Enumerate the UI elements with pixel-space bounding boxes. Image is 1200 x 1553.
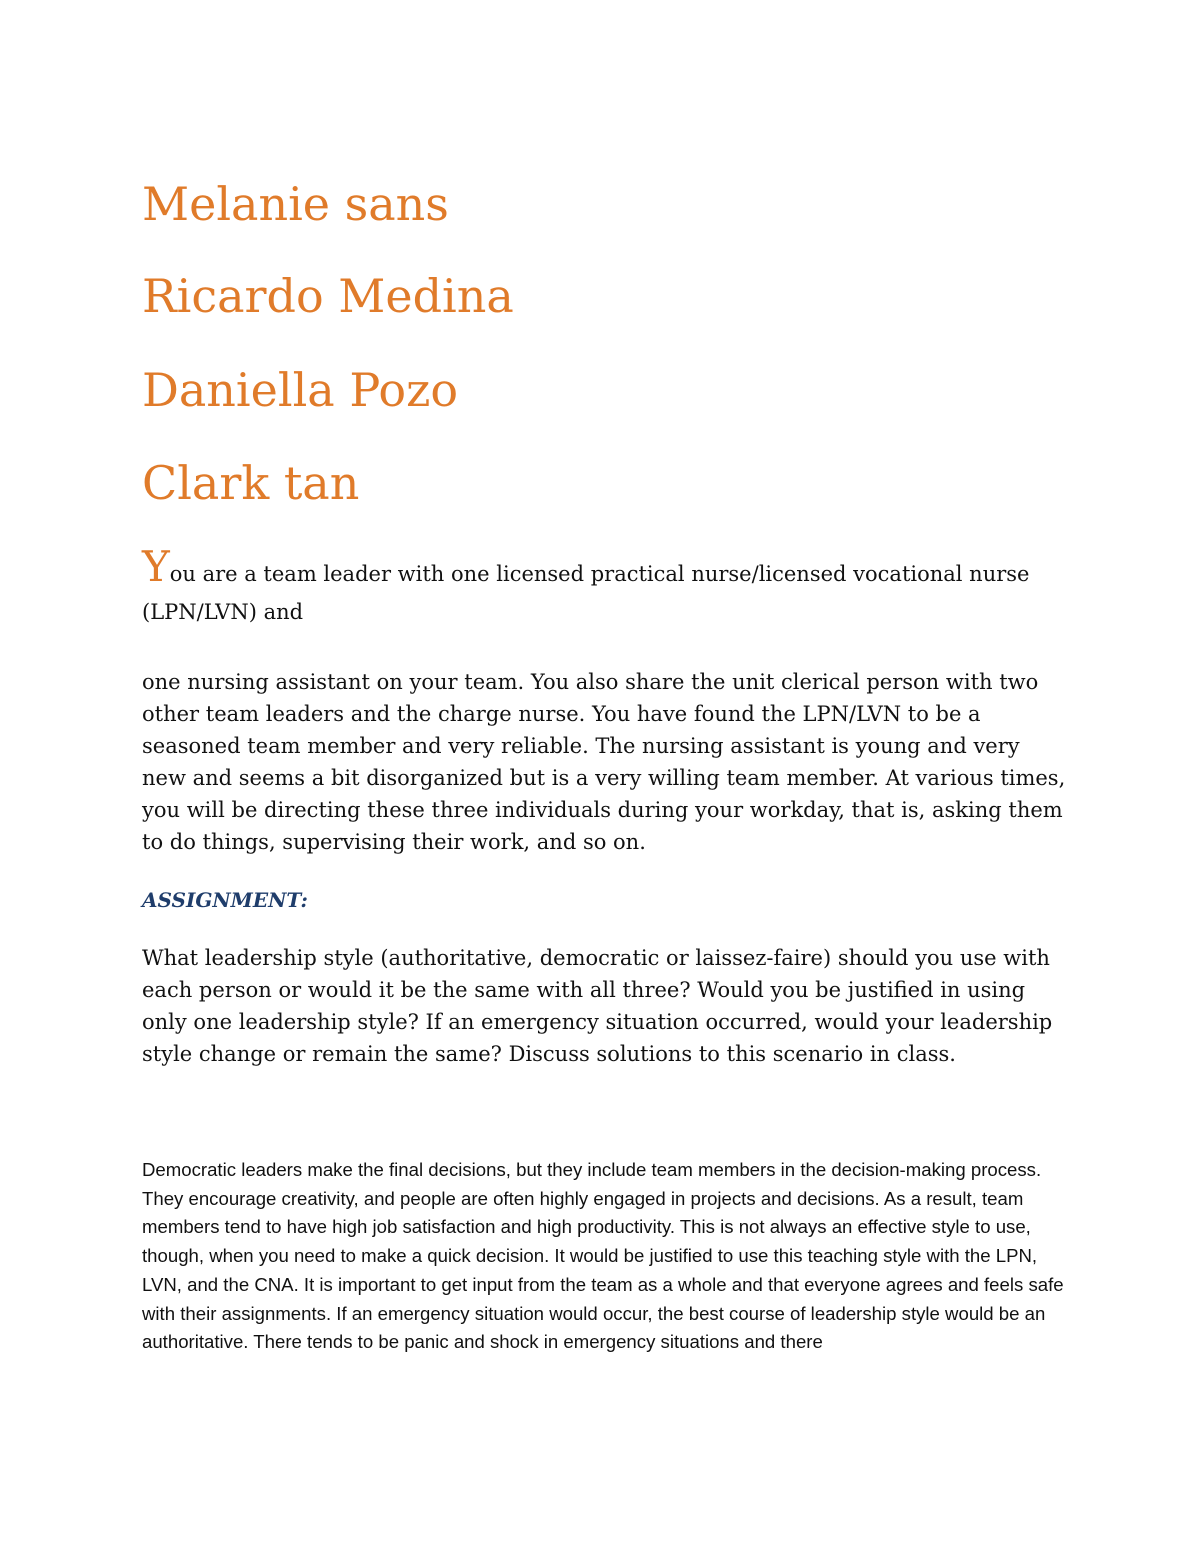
- scenario-intro-text: ou are a team leader with one licensed practical nurse/licensed vocational nurse (LPN/LVN) and: [142, 562, 1030, 624]
- assignment-heading: ASSIGNMENT:: [142, 888, 308, 912]
- response-paragraph: Democratic leaders make the final decisions, but they include team members in the decision-making process. They encourage creativity, and people are often highly engaged in projects and decisions. As a result, team members tend to have high job satisfaction and high productivity. This is not always an effective style to use, though, when you need to make a quick decision. It would be justified to use this teaching style with the LPN, LVN, and the CNA. It is important to get input from the team as a whole and that everyone agrees and feels safe with their assignments. If an emergency situation would occur, the best course of leadership style would be an authoritative. There tends to be panic and shock in emergency situations and there: [142, 1159, 1064, 1353]
- assignment-question: What leadership style (authoritative, democratic or laissez-faire) should you use with each person or would it be the same with all three? Would you be justified in using only one leadership style? If an emergency situation occurred, would your leadership style change or remain the same? Discuss solutions to this scenario in class.: [142, 946, 1053, 1066]
- author-name: Daniella Pozo: [142, 363, 459, 417]
- author-name: Ricardo Medina: [142, 269, 514, 323]
- author-name: Clark tan: [142, 456, 360, 510]
- author-name: Melanie sans: [142, 177, 449, 231]
- scenario-intro: [142, 542, 1067, 631]
- drop-cap: Y: [142, 542, 170, 591]
- scenario-paragraph: one nursing assistant on your team. You also share the unit clerical person with two other team leaders and the charge nurse. You have found the LPN/LVN to be a seasoned team member and very reliable. The nursing assistant is young and very new and seems a bit disorganized but is a very willing team member. At various times, you will be directing these three individuals during your workday, that is, asking them to do things, supervising their work, and so on.: [142, 670, 1066, 854]
